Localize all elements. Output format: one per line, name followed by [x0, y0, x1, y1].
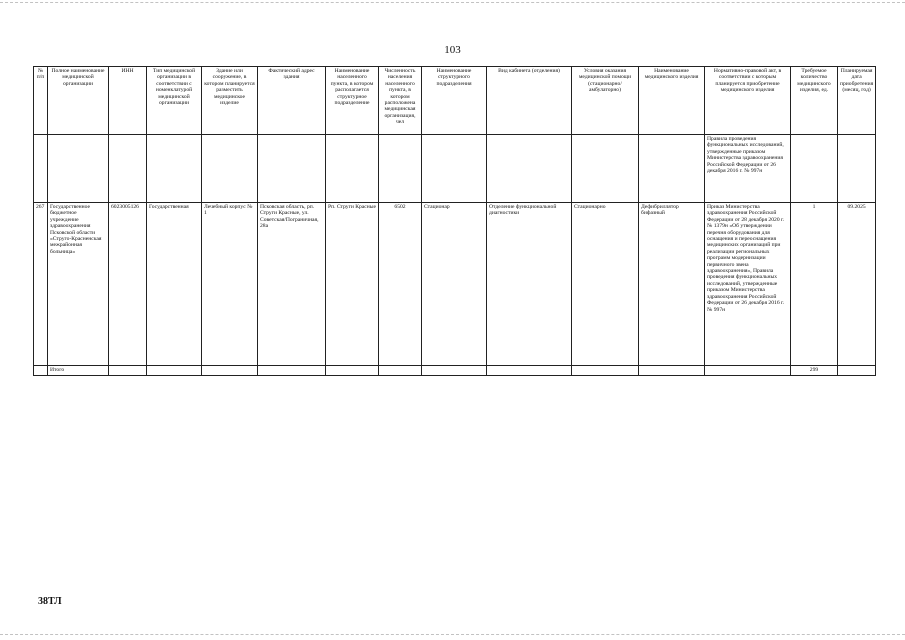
- header-cell-date: Планируемая дата приобретения (месяц, год): [838, 67, 876, 135]
- header-cell-org-name: Полное наименование медицинской организации: [48, 67, 109, 135]
- table-row: [34, 203, 876, 366]
- cell-care-conditions: Стационарно: [572, 203, 639, 366]
- cell-org-type: Государственная: [147, 203, 202, 366]
- equipment-table: [33, 66, 876, 376]
- cell-date: 09.2025: [838, 203, 876, 366]
- cell-room-type: Отделение функциональной диагностики: [487, 203, 572, 366]
- header-cell-locality: Наименование населенного пункта, в котором располагается структурное подразделение: [326, 67, 379, 135]
- page-number: 103: [444, 44, 461, 56]
- footer-code: 38ТЛ: [38, 596, 62, 607]
- cell-building: Лечебный корпус № 1: [202, 203, 258, 366]
- header-cell-inn: ИНН: [109, 67, 147, 135]
- cell-locality: Рп. Струги Красные: [326, 203, 379, 366]
- cell-quantity: 1: [791, 203, 838, 366]
- header-cell-care-conditions: Условия оказания медицинской помощи (стационарно/ амбулаторно): [572, 67, 639, 135]
- cell-inn: 6023005126: [109, 203, 147, 366]
- cell-normative-act: Правила проведения функциональных исследований, утвержденные приказом Министерства здравоохранения Российской Федерации от 26 декабря 2016 г. № 997н: [705, 135, 791, 203]
- header-cell-population: Численность населения населенного пункта, в котором расположена медицинская организация, чел: [379, 67, 422, 135]
- header-cell-room-type: Вид кабинета (отделения): [487, 67, 572, 135]
- cell-unit-name: Стационар: [422, 203, 487, 366]
- cell-device-name: Дефибриллятор бифазный: [639, 203, 705, 366]
- header-cell-unit-name: Наименование структурного подразделения: [422, 67, 487, 135]
- cell-normative-act: Приказ Министерства здравоохранения Российской Федерации от 28 декабря 2020 г. № 1379н «Об утверждении перечня оборудования для оснащения и переоснащения медицинских организаций при реализации региональных программ модернизации первичного звена здравоохранения», Правила проведения функциональных исследований, утвержденные приказом Министерства здравоохранения Российской Федерации от 26 декабря 2016 г. № 997н: [705, 203, 791, 366]
- total-quantity: 299: [791, 366, 838, 376]
- header-row: [34, 67, 876, 135]
- scan-artifact-top: [0, 2, 905, 3]
- scan-artifact-bottom: [0, 634, 905, 635]
- cell-num: 267: [34, 203, 48, 366]
- header-cell-address: Фактический адрес здания: [258, 67, 326, 135]
- cell-org-name: Государственное бюджетное учреждение здравоохранения Псковской области «Струго-Красненская межрайонная больница»: [48, 203, 109, 366]
- header-cell-quantity: Требуемое количество медицинского изделия, ед.: [791, 67, 838, 135]
- cell-address: Псковская область, рп. Струги Красные, ул. Советская/Пограничная, 28а: [258, 203, 326, 366]
- total-row: [34, 366, 876, 376]
- total-label: Итого: [48, 366, 109, 376]
- header-cell-device-name: Наименование медицинского изделия: [639, 67, 705, 135]
- header-cell-building: Здание или сооружение, в котором планируется разместить медицинское изделие: [202, 67, 258, 135]
- table-row-continuation: [34, 135, 876, 203]
- cell-population: 6502: [379, 203, 422, 366]
- header-cell-normative-act: Нормативно-правовой акт, в соответствии с которым планируется приобретение медицинского изделия: [705, 67, 791, 135]
- header-cell-org-type: Тип медицинской организации в соответствии с номенклатурой медицинской организации: [147, 67, 202, 135]
- header-cell-num: № п/п: [34, 67, 48, 135]
